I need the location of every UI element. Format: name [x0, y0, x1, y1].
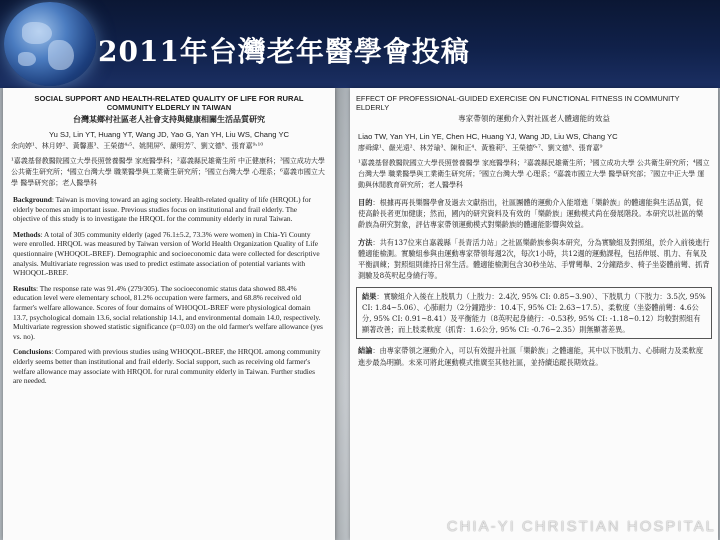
abstract-subtitle: 專家帶領的運動介入對社區老人體適能的效益 [458, 114, 610, 123]
abstract-subtitle: 台灣某鄉村社區老人社會支持與健康相關生活品質研究 [73, 114, 265, 124]
abstract-authors-en: Yu SJ, Lin YT, Huang YT, Wang JD, Yao G, Yan YH, Liu WS, Chang YC [48, 130, 290, 139]
conclusions-text: : Compared with previous studies using WHOQOL-BREF, the HRQOL among community elderly seems better than institutional and frail elderly. Social support, such as receiving old farmer's welfare allowance may associate with HRQOL for rural community elderly in Taiwan. Further studies are needed. [13, 347, 321, 386]
methods-section [358, 237, 710, 282]
background-section [13, 195, 325, 224]
abstract-affiliation: ¹嘉義基督教醫院國立大學長照營養醫學 家庭醫學科；²嘉義縣民雄衛生所 中正健康科；³國立成功大學 公共衛生研究所；⁴國立台灣大學 職業醫學與工業衛生研究所；⁵國立台灣大學 心理系；⁶嘉義市國立大學 醫學研究部；老人醫學科 [11, 157, 325, 187]
background-text: : Taiwan is moving toward an aging society. Health-related quality of life (HRQOL) for elderly becomes an important issue. Previous studies focus on institutional and frail elderly. The objective of this study is to investigate the HRQOL for the community elderly in rural Taiwan. [13, 195, 311, 224]
hospital-watermark: CHIA-YI CHRISTIAN HOSPITAL [446, 518, 716, 535]
abstract-title: EFFECT OF PROFESSIONAL-GUIDED EXERCISE ON FUNCTIONAL FITNESS IN COMMUNITY ELDERLY [356, 94, 680, 112]
globe-icon [4, 2, 96, 86]
purpose-text: ：根據再再長樂醫學會及過去文獻指出，社區團體的運動介入能增進「樂齡族」的體適能與生活品質，促使高齡長者更加健康；然而，國內的研究資料及有效的「樂齡族」運動模式尚在發展階段。本研究以社區的樂齡族為研究對象，評估專家帶領運動模式對樂齡族的體適能影響與效益。 [358, 198, 704, 230]
methods-text: ：共有137位來自嘉義縣「長青活力站」之社區樂齡族參與本研究，分為實驗組及對照組，於介入前後進行體適能檢測。實驗組參與由運動專家帶領每週2次，每次1小時，共12週的運動課程，包括伸展、肌力、有氧及平衡訓練；對照組則維持日常生活。體適能檢測包含30秒坐站、手臂彎舉、2分鐘踏步、椅子坐姿體前彎、抓背測驗及8英呎起身繞行等。 [358, 237, 710, 281]
conclusion-text: ：由專家帶領之運動介入，可以有效提升社區「樂齡族」之體適能，其中以下肢肌力、心肺耐力及柔軟度進步最為明顯。未來可將此運動模式推廣至其他社區，並持續追蹤長期效益。 [358, 346, 704, 367]
methods-text: : A total of 305 community elderly (aged 76.1±5.2, 73.3% were women) in Chia-Yi County were enrolled. HRQOL was measured by Taiwan version of World Health Organization Quality of Life questionnaire (WHOQOL-BREF). Demographic and socioeconomic data were collected for descriptive analysis. Multivariate regression was used to predict estimate association of potential variants with WHOQOL-BREF. [13, 229, 320, 278]
conclusions-section [13, 347, 325, 385]
abstract-authors-zh: 余向婷¹、林月婷²、黃馨惠³、王榮德⁴˒⁵、姚開屏⁶、嚴明芳⁷、劉文德⁸、張育嘉⁹˒¹⁰ [11, 142, 264, 150]
abstract-page-left [3, 88, 335, 540]
results-text: : The response rate was 91.4% (279/305). The socioeconomic status data showed 88.4% education level were elementary school, 81.2% occupation were farmers, and 68.8% received old farmer's welfare allowance. Scores of four domains of WHOQOL-BREF were physiological domain 13.7, psychological domain 13.6, social relationship 14.1, and environmental domain 14.0, respectively. Multivariate regression showed statistic significance (p=0.03) on the old farmer's welfare allowance (yes vs. no). [13, 283, 323, 341]
results-text: ：實驗組介入後在上肢肌力（上肢力：2.4次, 95% CI: 0.85~3.90）、下肢肌力（下肢力：3.5次, 95% CI: 1.84~5.06）、心肺耐力（2分鐘踏步：10.4下, 95% CI: 2.63~17.5）、柔軟度（坐姿體前彎：4.6公分, 95% CI: 0.91~8.41）及平衡能力（8英呎起身繞行：-0.53秒, 95% CI: -1.18~0.12）均較對照組有顯著改善；而上肢柔軟度（抓背：1.6公分, 95% CI: -0.76~2.35）則無顯著差異。 [362, 292, 706, 335]
methods-label: 方法 [358, 237, 373, 247]
background-label: Background [13, 195, 52, 204]
results-label: 結果 [362, 292, 377, 302]
abstract-affiliation: ¹嘉義基督教醫院國立大學長照營養醫學 家庭醫學科；²嘉義縣民雄衛生所；³國立成功大學 公共衛生研究所；⁴國立台灣大學 職業醫學與工業衛生研究所；⁵國立台灣大學 心理系；⁶嘉義市國立大學 醫學研究部；⁷國立中正大學 運動與休閒教育研究所；老人醫學科 [358, 159, 710, 189]
abstract-page-right [350, 88, 718, 540]
slide-header [0, 0, 720, 88]
conclusion-section [358, 345, 710, 367]
results-label: Results [13, 283, 36, 293]
purpose-label: 目的 [358, 198, 373, 207]
abstract-authors-en: Liao TW, Yan YH, Lin YE, Chen HC, Huang YJ, Wang JD, Liu WS, Chang YC [358, 132, 618, 141]
purpose-section [358, 197, 710, 231]
conclusion-label: 結論 [358, 346, 373, 356]
results-section [13, 284, 325, 342]
page-gap-shadow [335, 88, 350, 540]
conclusions-label: Conclusions [13, 347, 52, 357]
slide-title: 2011年台灣老年醫學會投稿 [98, 35, 470, 68]
methods-section [13, 230, 325, 278]
methods-label: Methods [13, 229, 41, 239]
results-section [356, 287, 712, 339]
abstract-title: SOCIAL SUPPORT AND HEALTH-RELATED QUALITY OF LIFE FOR RURAL COMMUNITY ELDERLY IN TAIWAN [34, 94, 304, 112]
abstract-authors-zh: 廖舜緯¹、嚴光遠²、林芳瑜³、陳和正⁴、黃雅莉⁵、王榮德⁶˒⁷、劉文德⁸、張育嘉⁹ [358, 144, 603, 152]
